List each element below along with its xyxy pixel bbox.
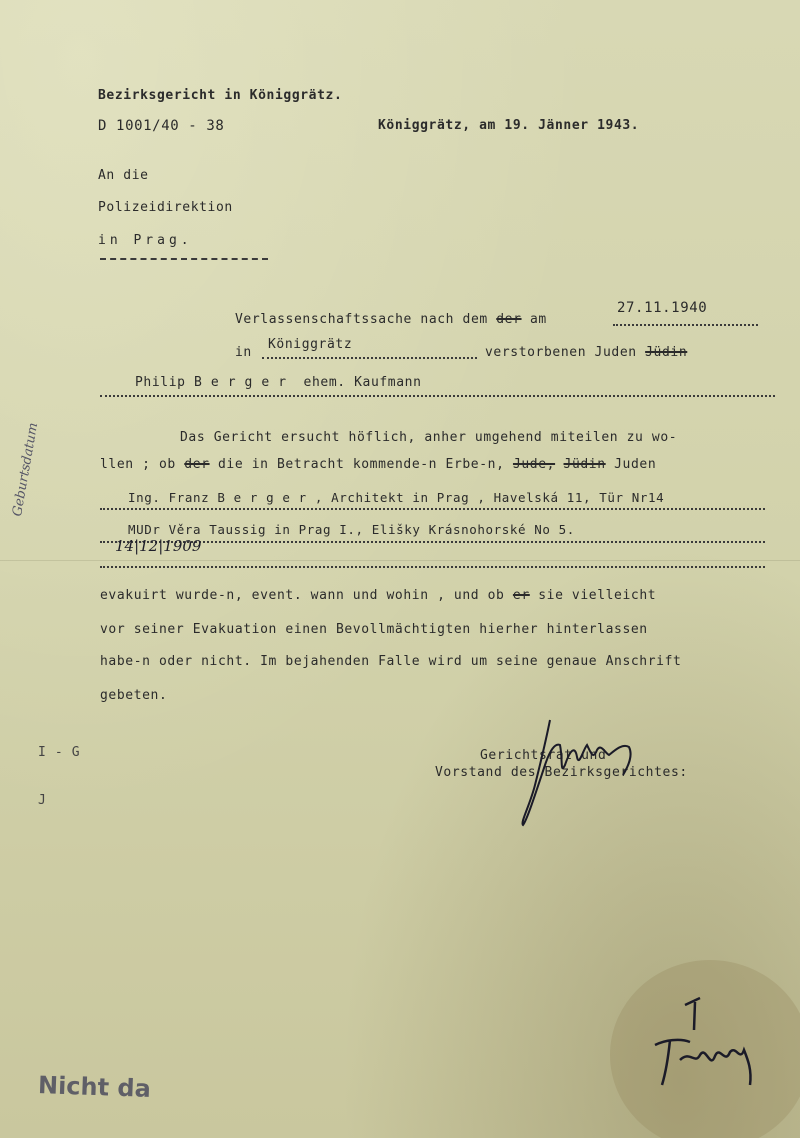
handwritten-initials [640, 990, 780, 1100]
dotted-fill [262, 357, 477, 359]
body-line-1: Das Gericht ersucht höflich, anher umgehend miteilen zu wo- [180, 430, 678, 445]
struck-word: der [184, 457, 210, 472]
body-line-2-end: Juden [614, 457, 657, 472]
dotted-fill [100, 395, 775, 397]
body-line-5-start: evakuirt wurde-n, event. wann und wohin , und ob [100, 588, 505, 603]
margin-mark-2: J [38, 793, 47, 808]
body-line-5-end: sie vielleicht [538, 588, 657, 603]
struck-word: Jüdin [563, 457, 606, 472]
stamp: Nicht da [37, 1071, 152, 1103]
body-line-5 [100, 588, 656, 603]
deceased-name: Philip B e r g e r ehem. Kaufmann [135, 375, 422, 390]
paper-fold [0, 560, 800, 561]
subject-in: in [235, 345, 252, 360]
dotted-fill [100, 566, 765, 568]
handwritten-birthdate: 14|12|1909 [115, 537, 202, 555]
recipient-underline [100, 258, 268, 260]
recipient-line-1: An die [98, 168, 149, 183]
death-place: Königgrätz [268, 337, 353, 352]
margin-note-vertical: Geburtsdatum [10, 421, 42, 518]
struck-word: Jüdin [645, 345, 688, 360]
body-line-2-start: llen ; ob [100, 457, 176, 472]
subject-line-1 [235, 312, 547, 327]
court-name: Bezirksgericht in Königgrätz. [98, 88, 343, 103]
body-line-6: vor seiner Evakuation einen Bevollmächtigten hierher hinterlassen [100, 622, 648, 637]
body-line-7: habe-n oder nicht. Im bejahenden Falle wird um seine genaue Anschrift [100, 654, 682, 669]
subject-am: am [529, 312, 547, 327]
dotted-fill [613, 324, 758, 326]
place-date: Königgrätz, am 19. Jänner 1943. [378, 118, 640, 133]
handwritten-signature [505, 705, 655, 830]
body-line-2 [100, 457, 656, 472]
recipient-line-3: in Prag. [98, 233, 193, 248]
body-line-8: gebeten. [100, 688, 168, 703]
heir-1: Ing. Franz B e r g e r , Architekt in Prag , Havelská 11, Tür Nr14 [128, 490, 665, 505]
subject-line-2 [485, 345, 687, 360]
recipient-line-2: Polizeidirektion [98, 200, 233, 215]
heir-2: MUDr Věra Taussig in Prag I., Elišky Krásnohorské No 5. [128, 522, 575, 537]
body-line-2-middle: die in Betracht kommende-n Erbe-n, [218, 457, 505, 472]
struck-word: Jude, [512, 457, 556, 472]
struck-word: er [512, 588, 530, 603]
file-number: D 1001/40 - 38 [98, 118, 225, 134]
death-date: 27.11.1940 [617, 300, 708, 316]
signature-title-2: Vorstand des Bezirksgerichtes: [435, 765, 688, 780]
struck-word: der [496, 312, 522, 327]
dotted-fill [100, 508, 765, 510]
subject-deceased: verstorbenen Juden [485, 345, 637, 360]
signature-title-1: Gerichtsrat und [480, 748, 607, 763]
subject-text: Verlassenschaftssache nach dem [235, 312, 488, 327]
margin-mark-1: I - G [38, 745, 81, 760]
